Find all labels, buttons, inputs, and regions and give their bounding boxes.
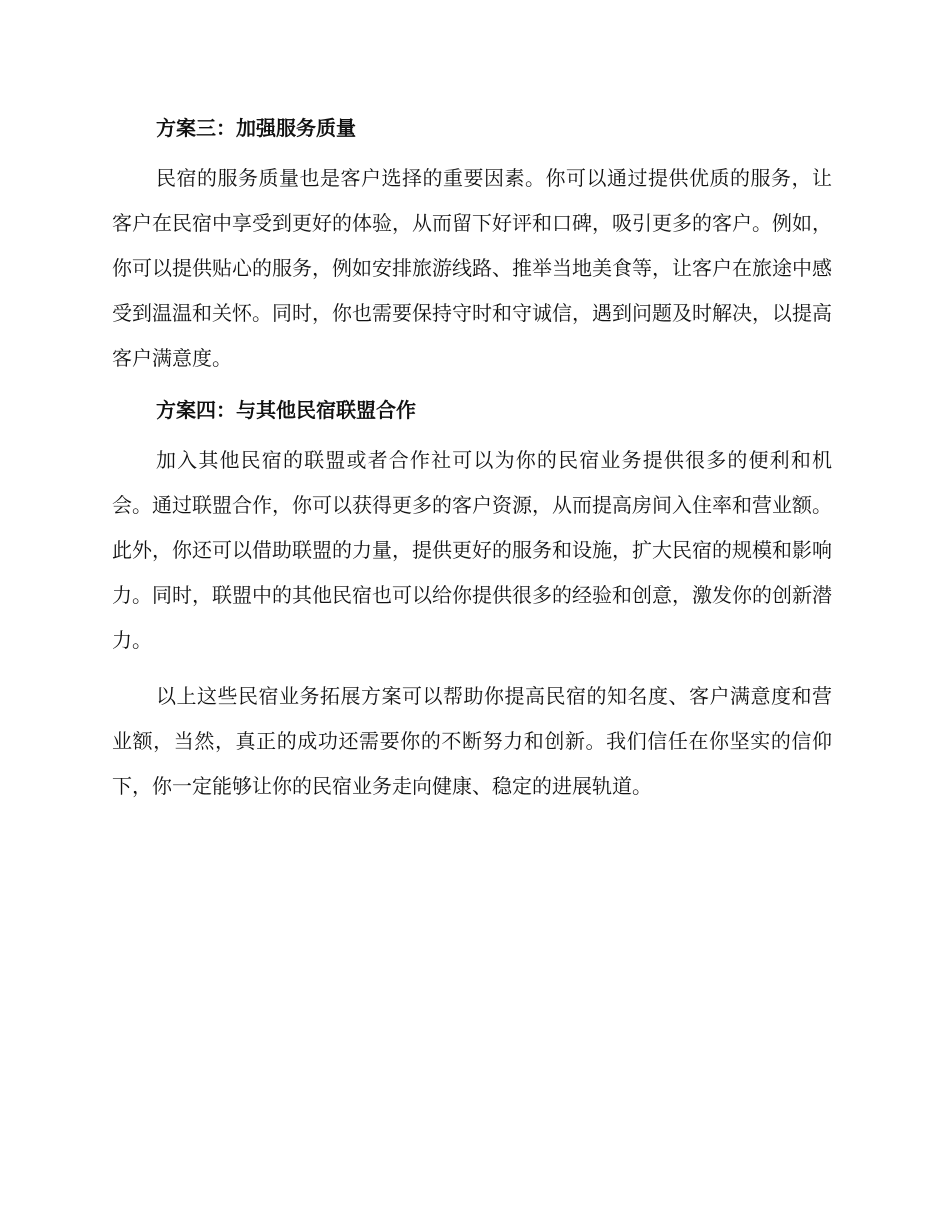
section-3-paragraph: 民宿的服务质量也是客户选择的重要因素。你可以通过提供优质的服务，让客户在民宿中享受到更好的体验，从而留下好评和口碑，吸引更多的客户。例如，你可以提供贴心的服务，例如安排旅游线路、推举当地美食等，让客户在旅途中感受到温温和关怀。同时，你也需要保持守时和守诚信，遇到问题及时解决，以提高客户满意度。 [112, 166, 832, 370]
conclusion-paragraph: 以上这些民宿业务拓展方案可以帮助你提高民宿的知名度、客户满意度和营业额，当然，真正的成功还需要你的不断努力和创新。我们信任在你坚实的信仰下，你一定能够让你的民宿业务走向健康、稳定的进展轨道。 [112, 684, 832, 798]
section-3-heading: 方案三：加强服务质量 [156, 116, 356, 140]
document-body [112, 110, 832, 820]
section-4-heading: 方案四：与其他民宿联盟合作 [156, 398, 416, 422]
section-4-paragraph: 加入其他民宿的联盟或者合作社可以为你的民宿业务提供很多的便利和机会。通过联盟合作，你可以获得更多的客户资源，从而提高房间入住率和营业额。此外，你还可以借助联盟的力量，提供更好的服务和设施，扩大民宿的规模和影响力。同时，联盟中的其他民宿也可以给你提供很多的经验和创意，激发你的创新潜力。 [112, 448, 832, 652]
